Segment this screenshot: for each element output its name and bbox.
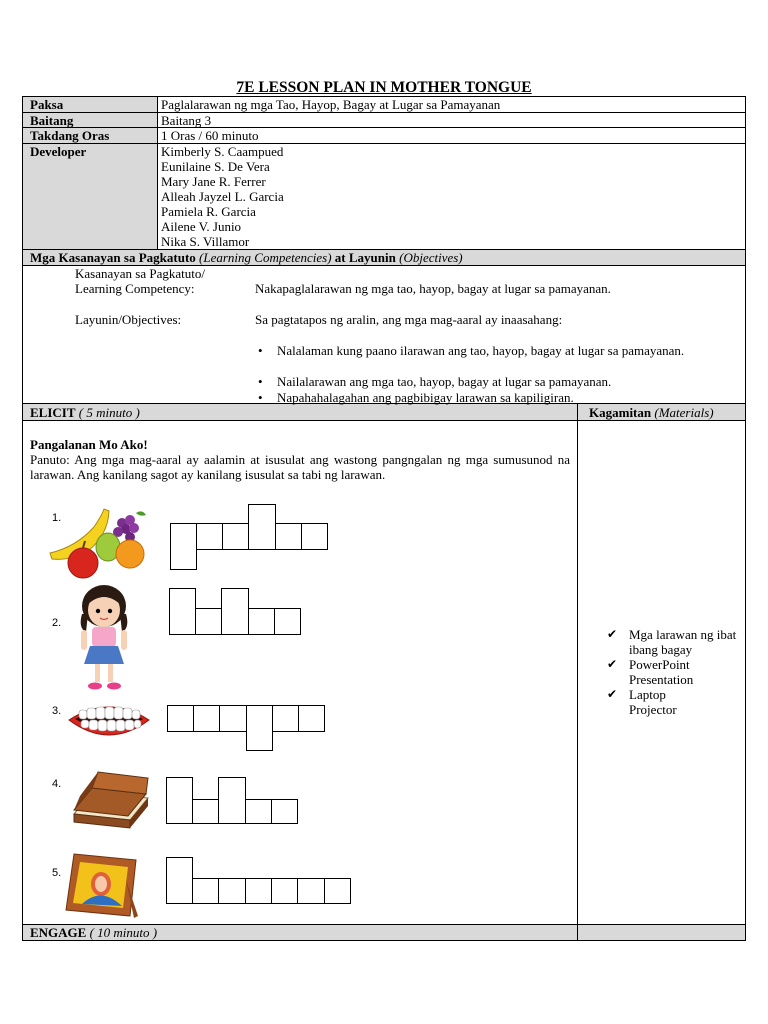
developer-name: Kimberly S. Caampued [161,144,284,159]
developer-name: Mary Jane R. Ferrer [161,174,266,189]
baitang-label: Baitang [30,113,74,128]
competency-label-line1: Kasanayan sa Pagkatuto/ [75,266,205,281]
competency-label-line2: Learning Competency: [75,281,195,296]
picture-frame-icon [64,850,140,920]
objective-item: • Nalalaman kung paano ilarawan ang tao, hayop, bagay at lugar sa pamayanan. [277,343,739,358]
item-number: 3. [52,705,62,717]
competency-header: Mga Kasanayan sa Pagkatuto (Learning Competencies) at Layunin (Objectives) [30,250,463,265]
teeth-icon [67,698,151,744]
girl-icon [72,584,136,694]
objective-item: • Napahahalagahan ang pagbibigay larawan sa kapiligiran. [277,390,574,405]
fruits-icon [46,505,148,580]
item-number: 2. [52,617,62,629]
developer-name: Nika S. Villamor [161,234,250,249]
paksa-label: Paksa [30,97,64,112]
developer-name: Eunilaine S. De Vera [161,159,270,174]
developer-name: Alleah Jayzel L. Garcia [161,189,284,204]
item-number: 1. [52,512,62,524]
materials-item: ✔ PowerPoint Presentation [629,657,719,687]
paksa-value: Paglalarawan ng mga Tao, Hayop, Bagay at Lugar sa Pamayanan [161,97,501,112]
developer-label: Developer [30,144,87,159]
objective-item: • Nailalarawan ang mga tao, hayop, bagay at lugar sa pamayanan. [277,374,611,389]
activity-title: Pangalanan Mo Ako! [30,437,148,452]
page-title: 7E LESSON PLAN IN MOTHER TONGUE [236,79,532,96]
developer-name: Pamiela R. Garcia [161,204,256,219]
elicit-header: ELICIT ( 5 minuto ) [30,405,140,420]
objectives-label: Layunin/Objectives: [75,312,182,327]
materials-item: ✔ Mga larawan ng ibat ibang bagay [629,627,739,657]
book-icon [70,770,150,832]
item-number: 5. [52,867,62,879]
baitang-value: Baitang 3 [161,113,212,128]
materials-item: ✔ Laptop Projector [629,687,699,717]
competency-value: Nakapaglalarawan ng mga tao, hayop, bagay at lugar sa pamayanan. [255,281,611,296]
oras-value: 1 Oras / 60 minuto [161,128,259,143]
oras-label: Takdang Oras [30,128,110,143]
objectives-intro: Sa pagtatapos ng aralin, ang mga mag-aaral ay inaasahang: [255,312,563,327]
item-number: 4. [52,778,62,790]
developer-name: Ailene V. Junio [161,219,242,234]
activity-instructions: Panuto: Ang mga mag-aaral ay aalamin at isusulat ang wastong pangngalan ng mga sumusunod na larawan. Ang kanilang sagot ay kanilang isusulat sa tabi ng larawan. [30,452,570,482]
engage-header: ENGAGE ( 10 minuto ) [30,925,158,940]
materials-header: Kagamitan (Materials) [589,405,714,420]
